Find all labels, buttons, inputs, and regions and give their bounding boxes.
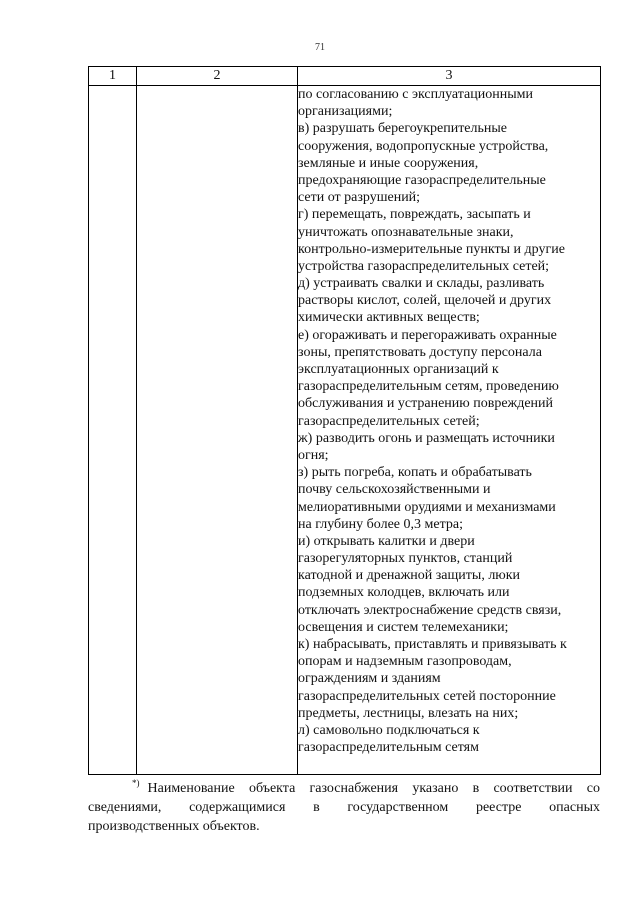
text-line: опорам и надземным газопроводам, — [298, 654, 512, 670]
page-number: 71 — [315, 42, 325, 53]
text-line: катодной и дренажной защиты, люки — [298, 568, 521, 584]
column-header-1: 1 — [89, 67, 137, 86]
text-line: газораспределительных сетей; — [298, 413, 480, 429]
text-line: ж) разводить огонь и размещать источники — [298, 430, 555, 446]
text-line: огня; — [298, 447, 329, 463]
text-line: сооружения, водопропускные устройства, — [298, 138, 549, 154]
text-line: почву сельскохозяйственными и — [298, 482, 491, 498]
footnote-word: в — [313, 800, 320, 815]
text-line: зоны, препятствовать доступу персонала — [298, 344, 542, 360]
footnote-word: содержащимися — [189, 800, 286, 815]
document-table — [88, 66, 601, 775]
text-line: на глубину более 0,3 метра; — [298, 516, 463, 532]
footnote-word: производственных объектов. — [88, 819, 260, 834]
text-line: обслуживания и устранению повреждений — [298, 396, 554, 412]
footnote-word: сведениями, — [88, 800, 162, 815]
table-header-row — [89, 67, 601, 86]
text-line: подземных колодцев, включать или — [298, 585, 510, 601]
footnote-word: в — [472, 781, 480, 796]
footnote-word: со — [586, 781, 600, 796]
text-line: газораспределительных сетей посторонние — [298, 688, 556, 704]
text-line: организациями; — [298, 104, 393, 120]
text-line: уничтожать опознавательные знаки, — [298, 224, 514, 240]
footnote-word: объекта — [248, 781, 296, 796]
text-line: газораспределительным сетям, проведению — [298, 379, 559, 395]
footnote-word: Наименование — [147, 781, 235, 796]
text-line: з) рыть погреба, копать и обрабатывать — [298, 465, 532, 481]
text-line: и) открывать калитки и двери — [298, 533, 475, 549]
footnote-word: государственном — [347, 800, 449, 815]
text-line: ограждениям и зданиям — [298, 671, 441, 687]
footnote-word: опасных — [549, 800, 600, 815]
footnote-word: реестре — [475, 800, 522, 815]
footnote — [88, 779, 600, 836]
footnote-line-2 — [88, 798, 600, 817]
text-line: д) устраивать свалки и склады, разливать — [298, 276, 545, 292]
text-line: эксплуатационных организаций к — [298, 362, 499, 377]
table-cell-column-3 — [298, 86, 601, 775]
text-line: устройства газораспределительных сетей; — [298, 258, 550, 274]
footnote-word: газоснабжения — [309, 781, 399, 796]
footnote-word: соответствии — [493, 781, 573, 796]
column-header-2: 2 — [137, 67, 298, 86]
text-line: по согласованию с эксплуатационными — [298, 87, 533, 102]
text-line: газорегуляторных пунктов, станций — [298, 551, 513, 567]
footnote-line-1 — [88, 779, 600, 798]
footnote-lead — [132, 779, 235, 798]
text-line: освещения и систем телемеханики; — [298, 619, 509, 635]
text-line: г) перемещать, повреждать, засыпать и — [298, 207, 531, 223]
footnote-mark: *) — [132, 778, 140, 789]
text-line: отключать электроснабжение средств связи, — [298, 602, 562, 618]
column-header-3: 3 — [298, 67, 601, 86]
text-line: мелиоративными орудиями и механизмами — [298, 499, 556, 515]
text-line: растворы кислот, солей, щелочей и других — [298, 293, 552, 309]
text-line: л) самовольно подключаться к — [298, 722, 480, 738]
text-line: контрольно-измерительные пункты и другие — [298, 241, 565, 257]
footnote-line-3 — [88, 817, 600, 836]
text-line: предохраняющие газораспределительные — [298, 172, 546, 188]
text-line: предметы, лестницы, влезать на них; — [298, 705, 519, 721]
text-line: земляные и иные сооружения, — [298, 155, 479, 171]
footnote-word: указано — [412, 781, 459, 796]
text-line: химически активных веществ; — [298, 310, 480, 326]
table-cell-column-2 — [137, 86, 298, 775]
text-line: газораспределительным сетям — [298, 740, 479, 756]
text-line: в) разрушать берегоукрепительные — [298, 121, 508, 137]
table-row — [89, 86, 601, 775]
table-cell-column-1 — [89, 86, 137, 775]
text-line: к) набрасывать, приставлять и привязывать к — [298, 637, 567, 652]
text-line: е) огораживать и перегораживать охранные — [298, 327, 557, 343]
text-line: сети от разрушений; — [298, 190, 421, 206]
